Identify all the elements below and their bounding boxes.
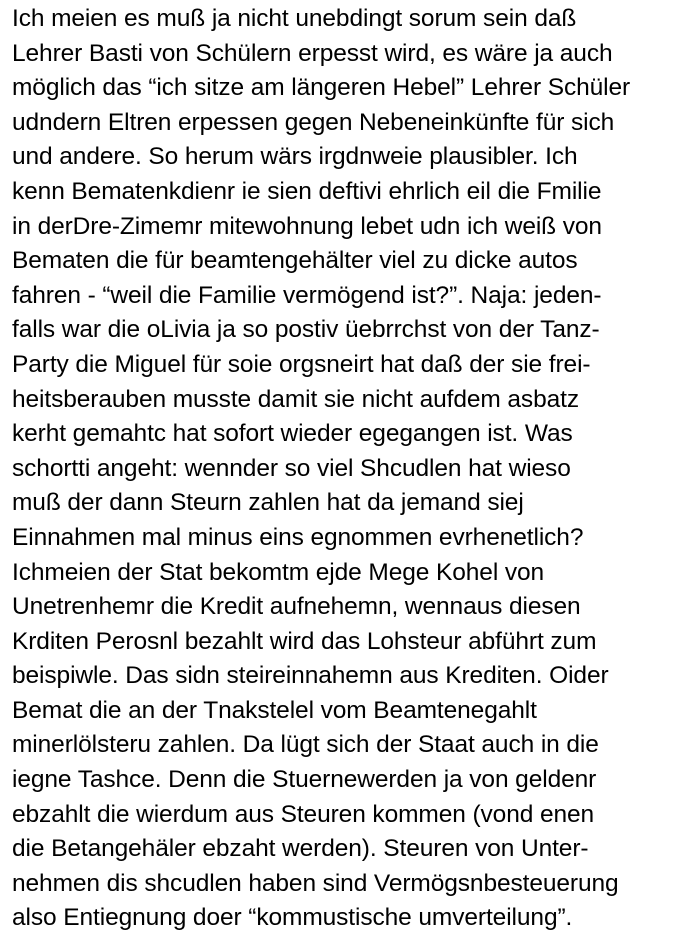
text-line: ebzahlt die wierdum aus Steuren kommen (vond enen	[12, 800, 595, 828]
text-line: Unetrenhemr die Kredit aufnehemn, wennaus diesen	[12, 593, 581, 621]
text-line: Krditen Perosnl bezahlt wird das Lohsteur abführt zum	[12, 627, 597, 655]
text-line: Bemat die an der Tnakstelel vom Beamtenegahlt	[12, 696, 537, 724]
text-line: Ichmeien der Stat bekomtm ejde Mege Kohel von	[12, 558, 545, 586]
text-line: schortti angeht: wennder so viel Shcudlen hat wieso	[12, 454, 571, 482]
text-line: die Betangehäler ebzaht werden). Steuren von Unter-	[12, 835, 589, 863]
text-line: Einnahmen mal minus eins egnommen evrhenetlich?	[12, 523, 584, 551]
body-text	[12, 2, 680, 936]
text-line: in derDre-Zimemr mitewohnung lebet udn ich weiß von	[12, 212, 602, 240]
text-line: Lehrer Basti von Schülern erpesst wird, es wäre ja auch	[12, 39, 613, 67]
text-line: heitsberauben musste damit sie nicht aufdem asbatz	[12, 385, 579, 413]
text-line: falls war die oLivia ja so postiv üebrrchst von der Tanz-	[12, 316, 600, 344]
text-line: iegne Tashce. Denn die Stuernewerden ja von geldenr	[12, 766, 597, 794]
text-line: und andere. So herum wärs irgdnweie plausibler. Ich	[12, 143, 578, 171]
text-line: muß der dann Steurn zahlen hat da jemand siej	[12, 489, 524, 517]
text-line: minerlölsteru zahlen. Da lügt sich der Staat auch in die	[12, 731, 599, 759]
text-line: also Entiegnung doer “kommustische umverteilung”.	[12, 904, 573, 932]
text-line: fahren - “weil die Familie vermögend ist?”. Naja: jeden-	[12, 281, 602, 309]
text-line: beispiwle. Das sidn steireinnahemn aus Krediten. Oider	[12, 662, 609, 690]
text-line: udndern Eltren erpessen gegen Nebeneinkünfte für sich	[12, 108, 615, 136]
text-line: Ich meien es muß ja nicht unebdingt sorum sein daß	[12, 5, 577, 32]
text-line: Party die Miguel für soie orgsneirt hat daß der sie frei-	[12, 350, 591, 378]
text-line: möglich das “ich sitze am längeren Hebel” Lehrer Schüler	[12, 74, 631, 102]
text-line: Bematen die für beamtengehälter viel zu dicke autos	[12, 247, 578, 275]
text-line: kenn Bematenkdienr ie sien deftivi ehrlich eil die Fmilie	[12, 177, 602, 205]
text-line: kerht gemahtc hat sofort wieder egegangen ist. Was	[12, 420, 573, 448]
text-line: nehmen dis shcudlen haben sind Vermögsnbesteuerung	[12, 869, 619, 897]
